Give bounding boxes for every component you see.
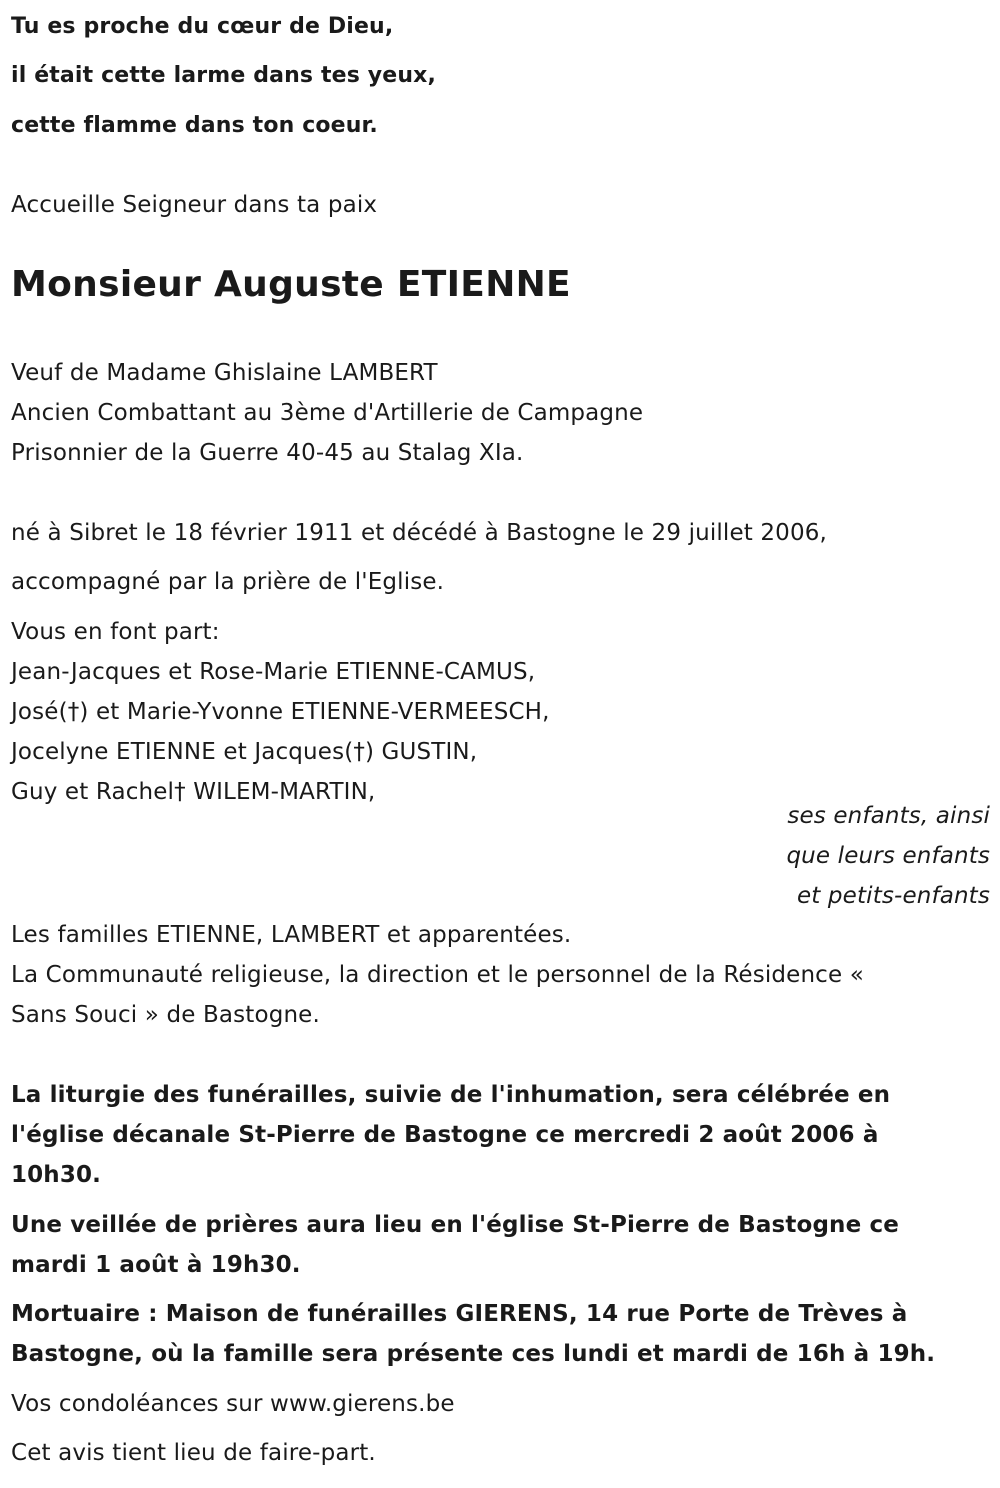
poem-line-1: Tu es proche du cœur de Dieu, [11, 14, 394, 39]
liturgy-line-1: La liturgie des funérailles, suivie de l'inhumation, sera célébrée en [11, 1082, 891, 1108]
family-member: Jean-Jacques et Rose-Marie ETIENNE-CAMUS, [11, 659, 536, 685]
family-member: Guy et Rachel† WILEM-MARTIN, [11, 779, 376, 805]
vigil-line-2: mardi 1 août à 19h30. [11, 1252, 301, 1278]
deceased-detail-3: Prisonnier de la Guerre 40-45 au Stalag XIa. [11, 440, 524, 466]
relation-line-3: et petits-enfants [797, 883, 990, 909]
relation-line-2: que leurs enfants [786, 843, 990, 869]
deceased-detail-1: Veuf de Madame Ghislaine LAMBERT [11, 360, 438, 386]
notice-line: Cet avis tient lieu de faire-part. [11, 1440, 376, 1466]
liturgy-line-2: l'église décanale St-Pierre de Bastogne ce mercredi 2 août 2006 à [11, 1122, 879, 1148]
condolences-line: Vos condoléances sur www.gierens.be [11, 1391, 455, 1417]
relation-line-1: ses enfants, ainsi [787, 803, 990, 829]
deceased-name: Monsieur Auguste ETIENNE [11, 264, 571, 305]
poem-line-3: cette flamme dans ton coeur. [11, 113, 378, 138]
mortuary-line-2: Bastogne, où la famille sera présente ces lundi et mardi de 16h à 19h. [11, 1341, 936, 1367]
church-prayer-line: accompagné par la prière de l'Eglise. [11, 569, 445, 595]
family-member: José(†) et Marie-Yvonne ETIENNE-VERMEESCH, [11, 699, 550, 725]
birth-death-line: né à Sibret le 18 février 1911 et décédé à Bastogne le 29 juillet 2006, [11, 520, 827, 546]
other-families: Les familles ETIENNE, LAMBERT et apparentées. [11, 922, 572, 948]
prayer-line: Accueille Seigneur dans ta paix [11, 192, 378, 218]
family-intro: Vous en font part: [11, 619, 220, 645]
family-member: Jocelyne ETIENNE et Jacques(†) GUSTIN, [11, 739, 478, 765]
poem-line-2: il était cette larme dans tes yeux, [11, 63, 436, 88]
vigil-line-1: Une veillée de prières aura lieu en l'église St-Pierre de Bastogne ce [11, 1212, 900, 1238]
residence-line-2: Sans Souci » de Bastogne. [11, 1002, 320, 1028]
liturgy-line-3: 10h30. [11, 1162, 102, 1188]
deceased-detail-2: Ancien Combattant au 3ème d'Artillerie de Campagne [11, 400, 644, 426]
mortuary-line-1: Mortuaire : Maison de funérailles GIERENS, 14 rue Porte de Trèves à [11, 1301, 908, 1327]
residence-line-1: La Communauté religieuse, la direction et le personnel de la Résidence « [11, 962, 864, 988]
